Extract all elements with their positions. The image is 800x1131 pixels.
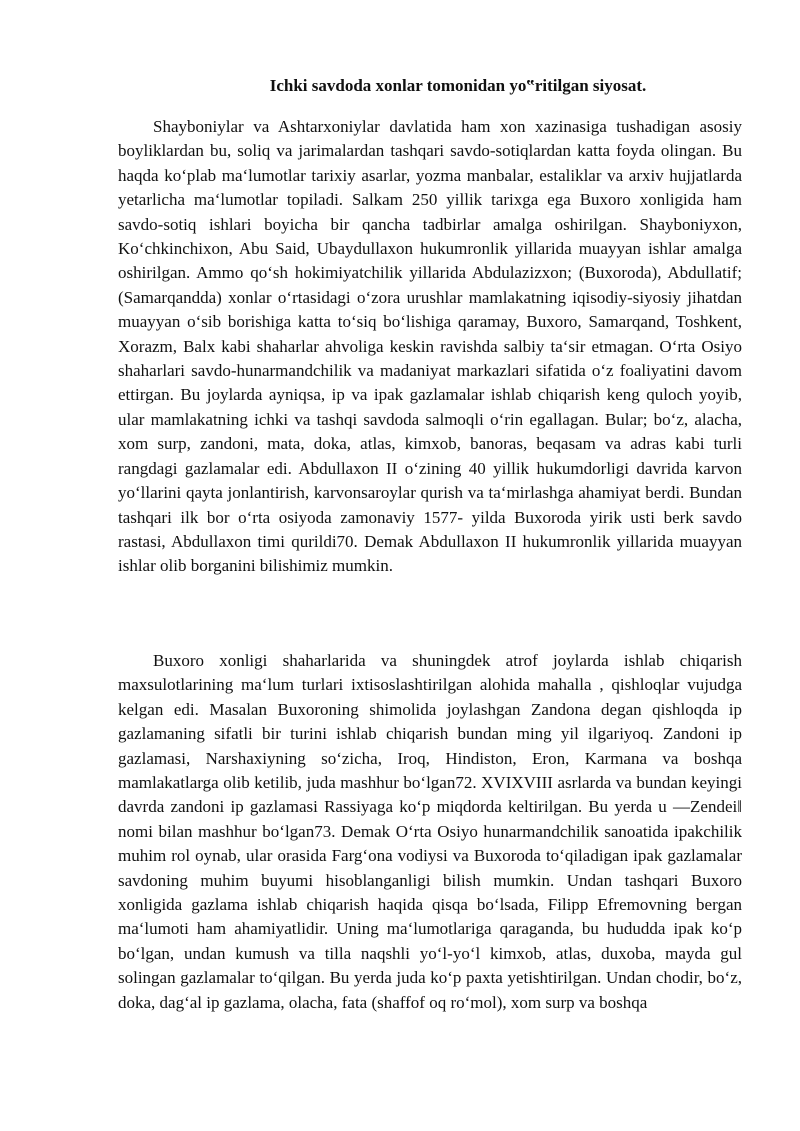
body-paragraph: Buxoro xonligi shaharlarida va shuningdek atrof joylarda ishlab chiqarish maxsulotlarining ma‘lum turlari ixtisoslashtirilgan alohida mahalla , qishloqlar vujudga kelgan edi. Masalan Buxoroning shimolida joylashgan Zandona degan qishloqda ip gazlamaning sifatli bir turini ishlab chiqarish bundan ming yil ilgariyoq. Zandoni ip gazlamasi, Narshaxiyning so‘zicha, Iroq, Hindiston, Eron, Karmana va boshqa mamlakatlarga olib ketilib, juda mashhur bo‘lgan72. XVIXVIII asrlarda va bundan keyingi davrda zandoni ip gazlamasi Rassiyaga ko‘p miqdorda keltirilgan. Bu yerda u ―Zendei‖ nomi bilan mashhur bo‘lgan73. Demak O‘rta Osiyo hunarmandchilik sanoatida ipakchilik muhim rol oynab, ular orasida Farg‘ona vodiysi va Buxoroda to‘qiladigan ipak gazlamalar savdoning muhim buyumi hisoblanganligi bilish mumkin. Undan tashqari Buxoro xonligida gazlama ishlab chiqarish haqida qisqa bo‘lsada, Filipp Efremovning bergan ma‘lumoti ham ahamiyatlidir. Uning ma‘lumotlariga qaraganda, bu hududda ipak ko‘p bo‘lgan, undan kumush va tilla naqshli yo‘l-yo‘l kimxob, atlas, duxoba, mayda gul solingan gazlamalar to‘qilgan. Bu yerda juda ko‘p paxta yetishtirilgan. Undan chodir, bo‘z, doka, dag‘al ip gazlama, olacha, fata (shaffof oq ro‘mol), xom surp va boshqa [118, 651, 742, 1012]
body-paragraph: Shayboniylar va Ashtarxoniylar davlatida ham xon xazinasiga tushadigan asosiy boyliklardan bu, soliq va jarimalardan tashqari savdo-sotiqlardan katta foyda olingan. Bu haqda ko‘plab ma‘lumotlar tarixiy asarlar, yozma manbalar, estaliklar va arxiv hujjatlarda yetarlicha ma‘lumotlar topiladi. Salkam 250 yillik tarixga ega Buxoro xonligida ham savdo-sotiq ishlari boyicha bir qancha tadbirlar amalga oshirilgan. Shayboniyxon, Ko‘chkinchixon, Abu Said, Ubaydullaxon hukumronlik yillarida muayyan ishlar amalga oshirilgan. Ammo qo‘sh hokimiyatchilik yillarida Abdulazizxon; (Buxoroda), Abdullatif; (Samarqandda) xonlar o‘rtasidagi o‘zora urushlar mamlakatning iqisodiy-siyosiy jihatdan muayyan o‘sib borishiga katta to‘siq bo‘lishiga qaramay, Buxoro, Samarqand, Toshkent, Xorazm, Balx kabi shaharlar ahvoliga keskin ravishda salbiy ta‘sir etmagan. O‘rta Osiyo shaharlari savdo-hunarmandchilik va madaniyat markazlari sifatida o‘z foaliyatini davom ettirgan. Bu joylarda ayniqsa, ip va ipak gazlamalar ishlab chiqarish keng quloch yoyib, ular mamlakatning ichki va tashqi savdoda salmoqli o‘rin egallagan. Bular; bo‘z, alacha, xom surp, zandoni, mata, doka, atlas, kimxob, banoras, beqasam va adras kabi turli rangdagi gazlamalar edi. Abdullaxon II o‘zining 40 yillik hukumdorligi davrida karvon yo‘llarini qayta jonlantirish, karvonsaroylar qurish va ta‘mirlashga ahamiyat berdi. Bundan tashqari ilk bor o‘rta osiyoda zamonaviy 1577- yilda Buxoroda yirik usti berk savdo rastasi, Abdullaxon timi qurildi70. Demak Abdullaxon II hukumronlik yillarida muayyan ishlar olib borganini bilishimiz mumkin. [118, 117, 742, 576]
document-title: Ichki savdoda xonlar tomonidan yo‟ritilgan siyosat. [269, 76, 647, 95]
